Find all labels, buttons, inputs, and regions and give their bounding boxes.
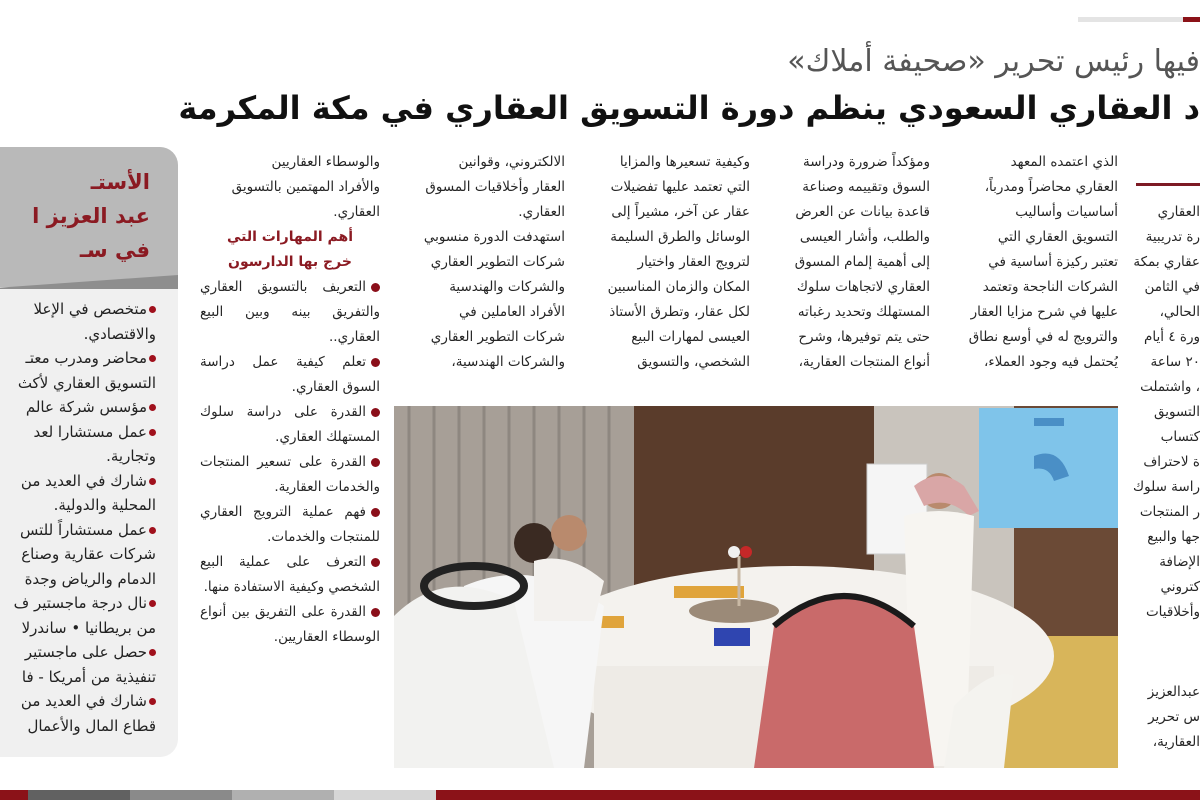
article-line: ة لاحتراف: [1143, 454, 1200, 470]
article-headline: د العقاري السعودي ينظم دورة التسويق العقاري في مكة المكرمة: [178, 89, 1200, 127]
bio-list-item: متخصص في الإعلا: [14, 297, 156, 322]
bio-list-item: محاضر ومدرب معتـ: [14, 346, 156, 371]
article-line: راسة سلوك: [1133, 479, 1200, 495]
article-column-2: [938, 150, 1118, 400]
article-line: لكل عقار، وتطرق الأستاذ: [609, 304, 750, 320]
article-column-4: [572, 150, 750, 400]
article-line: كتروني: [1160, 579, 1200, 595]
bottom-bar-segment: [436, 790, 1200, 800]
skills-heading: [200, 225, 380, 275]
bottom-bar-segment: [130, 790, 232, 800]
article-line: ، واشتملت: [1140, 379, 1200, 395]
article-line: عقاري بمكة: [1133, 254, 1200, 270]
bottom-bar-segment: [232, 790, 334, 800]
skill-item: القدرة على التفريق بين أنواع الوسطاء العقاريين.: [200, 604, 380, 645]
article-column-1: [1130, 200, 1200, 625]
training-session-photo: [394, 406, 1118, 768]
bio-list-item: حصل على ماجستير: [14, 640, 156, 665]
article-line: الأفراد العاملين في: [459, 304, 565, 320]
bullet-icon: [371, 508, 380, 517]
article-line: أساسيات وأساليب: [1015, 204, 1118, 220]
article-line: تعتبر ركيزة أساسية في: [988, 254, 1118, 270]
article-line: الالكتروني، وقوانين: [458, 154, 565, 170]
article-line: الحالي،: [1159, 304, 1200, 320]
bio-sidebar-header: [0, 147, 178, 287]
bullet-icon: [149, 306, 156, 313]
skill-item: التعرف على عملية البيع الشخصي وكيفية الاستفادة منها.: [200, 554, 380, 595]
article-subhead: فيها رئيس تحرير «صحيفة أملاك»: [787, 44, 1200, 79]
bio-list-item: شركات عقارية وصناع: [21, 545, 156, 563]
bullet-icon: [149, 429, 156, 436]
bio-list-item: من بريطانيا • ساندرلا: [21, 618, 156, 637]
bullet-icon: [371, 408, 380, 417]
bio-list-item: التسويق العقاري لأكث: [17, 373, 156, 392]
skill-item: التعريف بالتسويق العقاري والتفريق بينه وبين البيع العقاري..: [200, 279, 380, 345]
article-line: والشركات والهندسية: [449, 279, 565, 295]
article-line: قاعدة بيانات عن العرض: [795, 204, 930, 220]
bullet-icon: [149, 355, 156, 362]
article-line: ر المنتجات: [1139, 504, 1200, 520]
bottom-bar-segment: [0, 790, 28, 800]
article-column-6: [200, 150, 380, 770]
article-column-5: [390, 150, 565, 400]
bullet-icon: [371, 283, 380, 292]
article-line: التسويق العقاري التي: [997, 229, 1118, 245]
article-line: والوسطاء العقاريين: [271, 154, 380, 170]
article-line: إلى أهمية إلمام المسوق: [794, 254, 930, 270]
article-line: جها والبيع: [1147, 529, 1200, 545]
photo-illustration: [394, 406, 1118, 768]
skill-item: فهم عملية الترويج العقاري للمنتجات والخدمات.: [200, 504, 380, 545]
bottom-bar-segment: [334, 790, 436, 800]
bio-list-item: والاقتصادي.: [83, 324, 156, 343]
article-line: ورة ٤ أيام: [1144, 329, 1200, 345]
bio-list: [14, 297, 156, 738]
article-line: والطلب، وأشار العيسى: [799, 229, 930, 245]
bio-list-item: وتجارية.: [106, 447, 156, 465]
article-line: السوق وتقييمه وصناعة: [802, 179, 930, 195]
article-line: س تحرير: [1148, 709, 1200, 725]
bio-list-item: عمل مستشاراً للتس: [14, 518, 156, 543]
bio-sidebar: [0, 147, 178, 757]
article-line: العقاري.: [518, 204, 565, 220]
bullet-icon: [149, 404, 156, 411]
article-line: المكان والزمان المناسبين: [607, 279, 750, 295]
article-line: يُحتمل فيه وجود العملاء،: [983, 354, 1118, 370]
header-strip: [0, 275, 178, 289]
article-line: العقارية،: [1152, 734, 1200, 750]
bullet-icon: [149, 527, 156, 534]
column-red-rule: [1136, 183, 1200, 186]
skill-item: القدرة على دراسة سلوك المستهلك العقاري.: [200, 404, 380, 445]
bullet-icon: [149, 600, 156, 607]
bullet-icon: [149, 698, 156, 705]
article-line: شركات التطوير العقاري: [430, 329, 565, 345]
bullet-icon: [371, 558, 380, 567]
article-column-3: [758, 150, 930, 400]
article-line: العقاري: [1157, 204, 1200, 220]
article-line: الذي اعتمده المعهد: [1010, 154, 1118, 170]
title-line: الأستـ: [90, 170, 150, 194]
bio-list-item: المحلية والدولية.: [53, 496, 156, 514]
article-line: ٢٠ ساعة: [1150, 354, 1200, 370]
article-line: أنواع المنتجات العقارية،: [798, 354, 930, 370]
top-rule-accent: [1183, 17, 1200, 22]
article-line: الشخصي، والتسويق: [637, 354, 750, 370]
article-line: عليها في شرح مزايا العقار: [970, 304, 1118, 320]
bullet-icon: [371, 458, 380, 467]
bio-list-item: نال درجة ماجستير ف: [14, 591, 156, 616]
bullet-icon: [149, 478, 156, 485]
bio-list-item: شارك في العديد من: [14, 689, 156, 714]
article-line: في الثامن: [1144, 279, 1200, 295]
article-line: المستهلك وتحديد رغباته: [797, 304, 930, 320]
skills-list: [200, 275, 380, 650]
article-line: العقاري لاتجاهات سلوك: [796, 279, 930, 295]
article-column-1-tail: [1130, 680, 1200, 755]
article-line: ومؤكداً ضرورة ودراسة: [803, 154, 930, 170]
bio-list-item: عمل مستشارا لعد: [14, 420, 156, 445]
article-line: العقاري محاضراً ومدرباً،: [984, 179, 1118, 195]
bio-list-item: قطاع المال والأعمال: [27, 716, 156, 735]
article-line: وكيفية تسعيرها والمزايا: [619, 154, 750, 170]
article-line: التي تعتمد عليها تفضيلات: [610, 179, 750, 195]
top-rule-grey: [1078, 17, 1183, 22]
article-line: حتى يتم توفيرها، وشرح: [798, 329, 930, 345]
bio-list-item: شارك في العديد من: [14, 469, 156, 494]
title-line: في سـ: [79, 238, 150, 262]
article-line: شركات التطوير العقاري: [430, 254, 565, 270]
bottom-bar-segment: [28, 790, 130, 800]
article-line: عبدالعزيز: [1147, 684, 1200, 700]
bio-list-item: تنفيذية من أمريكا - فا: [21, 667, 156, 686]
bullet-icon: [371, 608, 380, 617]
bio-list-item: مؤسس شركة عالم: [14, 395, 156, 420]
article-line: والشركات الهندسية،: [451, 354, 565, 370]
bio-list-item: الدمام والرياض وجدة: [24, 569, 156, 588]
skills-heading-line: أهم المهارات التي: [226, 229, 354, 245]
article-line: الوسائل والطرق السليمة: [610, 229, 750, 245]
article-line: عقار عن آخر، مشيراً إلى: [611, 204, 750, 220]
article-line: لترويج العقار واختيار: [637, 254, 750, 270]
bottom-color-bar: [0, 790, 1200, 800]
article-line: العقار وأخلاقيات المسوق: [425, 179, 565, 195]
article-line: العيسى لمهارات البيع: [631, 329, 750, 345]
skill-item: تعلم كيفية عمل دراسة السوق العقاري.: [200, 354, 380, 395]
article-line: الشركات الناجحة وتعتمد: [982, 279, 1118, 295]
skill-item: القدرة على تسعير المنتجات والخدمات العقارية.: [200, 454, 380, 495]
article-line: العقاري.: [333, 204, 380, 220]
article-line: الإضافة: [1159, 554, 1200, 570]
title-line: عبد العزيز ا: [32, 204, 150, 228]
article-line: والترويج له في أوسع نطاق: [968, 329, 1118, 345]
article-line: وأخلاقيات: [1145, 604, 1200, 620]
bullet-icon: [371, 358, 380, 367]
bio-sidebar-title: [32, 165, 150, 267]
article-line: التسويق: [1154, 404, 1200, 420]
article-line: والأفراد المهتمين بالتسويق: [231, 179, 380, 195]
skills-heading-line: خرج بها الدارسون: [228, 254, 352, 270]
bullet-icon: [149, 649, 156, 656]
article-line: استهدفت الدورة منسوبي: [423, 229, 565, 245]
article-line: كتساب: [1160, 429, 1200, 445]
article-line: رة تدريبية: [1145, 229, 1200, 245]
